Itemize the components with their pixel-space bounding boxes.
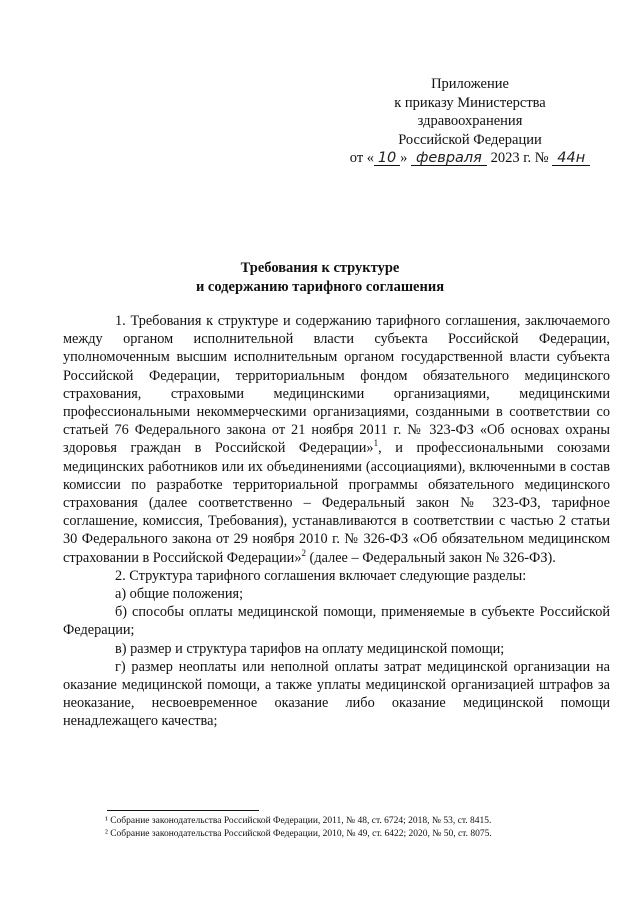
document-title	[0, 259, 640, 297]
footnote-ref-2: 2	[301, 547, 306, 558]
footnote-2: ² Собрание законодательства Российской Федерации, 2010, № 49, ст. 6422; 2020, № 50, ст. 8075.	[105, 828, 492, 839]
order-date-line	[340, 149, 600, 168]
handwritten-day: 10	[374, 151, 400, 166]
date-year: 2023 г. №	[490, 150, 549, 166]
date-quote-close: »	[400, 150, 408, 166]
title-line-2: и содержанию тарифного соглашения	[195, 279, 445, 295]
appendix-header	[340, 75, 600, 168]
country-name: Российской Федерации	[398, 131, 542, 148]
appendix-label: Приложение	[431, 76, 509, 92]
footnotes	[105, 815, 625, 840]
title-line-1: Требования к структуре	[240, 260, 400, 276]
document-body	[63, 312, 610, 731]
list-item-c: в) размер и структура тарифов на оплату медицинской помощи;	[115, 640, 505, 657]
ministry-name: здравоохранения	[417, 113, 523, 129]
date-prefix: от «	[349, 150, 375, 166]
handwritten-month: февраля	[411, 151, 487, 166]
footnote-ref-1: 1	[373, 438, 379, 449]
list-item-d: г) размер неоплаты или неполной оплаты затрат медицинской организации на оказание медицинской помощи, а также уплаты медицинской организацией штрафов за неоказание, несвоевременное оказание либо оказание медицинской помощи ненадлежащего качества;	[63, 658, 610, 730]
order-reference: к приказу Министерства	[394, 94, 546, 111]
paragraph-1	[63, 312, 610, 567]
paragraph-1-part-a: 1. Требования к структуре и содержанию тарифного соглашения, заключаемого между органом исполнительной власти субъекта Российской Федерации, уполномоченным высшим исполнительным органом государственной власти субъекта Российской Федерации, территориальным фондом обязательного медицинского страхования, страховыми медицинскими организациями, медицинскими профессиональными некоммерческими организациями, созданными в соответствии со статьей 76 Федерального закона от 21 ноября 2011 г. № 323-ФЗ «Об основах охраны здоровья граждан в Российской Федерации»	[63, 313, 610, 457]
footnote-divider	[107, 810, 259, 811]
handwritten-order-number: 44н	[552, 151, 590, 166]
paragraph-1-part-c: (далее – Федеральный закон № 326-ФЗ).	[305, 549, 556, 566]
footnote-1: ¹ Собрание законодательства Российской Федерации, 2011, № 48, ст. 6724; 2018, № 53, ст. 8415.	[105, 816, 492, 826]
list-item-a: а) общие положения;	[115, 586, 244, 603]
list-item-b: б) способы оплаты медицинской помощи, применяемые в субъекте Российской Федерации;	[63, 604, 610, 639]
paragraph-1-part-b: , и профессиональными союзами медицинских работников или их объединениями (ассоциациями), включенными в состав комиссии по разработке территориальной программы обязательного медицинского страхования (далее соответственно – Федеральный закон № 323-ФЗ, тарифное соглашение, комиссия, Требования), устанавливаются в соответствии с частью 2 статьи 30 Федерального закона от 29 ноября 2010 г. № 326-ФЗ «Об обязательном медицинском страховании в Российской Федерации»	[63, 440, 611, 566]
paragraph-2: 2. Структура тарифного соглашения включает следующие разделы:	[115, 567, 527, 584]
